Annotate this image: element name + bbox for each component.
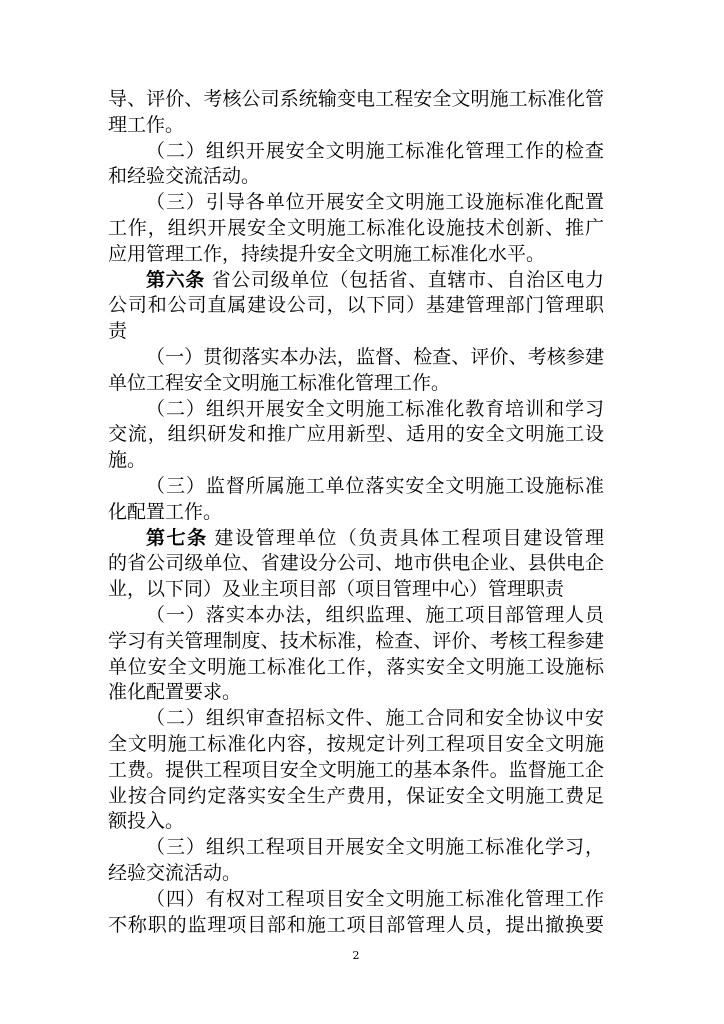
paragraph <box>108 139 604 191</box>
text-line: 和经验交流活动。 <box>108 165 261 188</box>
article-heading-line <box>108 526 604 552</box>
text-line: 工作，组织开展安全文明施工标准化设施技术创新、推广 <box>108 216 604 239</box>
paragraph <box>108 190 604 267</box>
article-number: 第六条 <box>146 268 205 291</box>
text-line: 额投入。 <box>108 810 185 833</box>
paragraph-continued <box>108 87 604 139</box>
paragraph <box>108 474 604 526</box>
text-line: 化配置工作。 <box>108 500 223 523</box>
text-line: 单位工程安全文明施工标准化管理工作。 <box>108 371 451 394</box>
paragraph <box>108 603 604 706</box>
text-line: 导、评价、考核公司系统输变电工程安全文明施工标准化管 <box>108 88 604 110</box>
text-line: （三）组织工程项目开展安全文明施工标准化学习， <box>146 836 604 859</box>
paragraph <box>108 835 604 887</box>
text-line: 责 <box>108 320 128 343</box>
text-line: （二）组织审查招标文件、施工合同和安全协议中安 <box>146 707 604 730</box>
text-line: （四）有权对工程项目安全文明施工标准化管理工作 <box>146 887 604 910</box>
text-line: 应用管理工作，持续提升安全文明施工标准化水平。 <box>108 242 546 265</box>
text-line: 准化配置要求。 <box>108 681 242 704</box>
article-number: 第七条 <box>146 526 208 549</box>
text-line: （一）落实本办法，组织监理、施工项目部管理人员 <box>146 603 604 626</box>
text-line: （二）组织开展安全文明施工标准化管理工作的检查 <box>146 139 604 162</box>
text-line: （三）引导各单位开展安全文明施工设施标准化配置 <box>146 191 604 214</box>
text-line: 经验交流活动。 <box>108 861 242 884</box>
text-line: 公司和公司直属建设公司，以下同）基建管理部门管理职 <box>108 294 604 317</box>
text-line: 的省公司级单位、省建设分公司、地市供电企业、县供电企 <box>108 552 604 575</box>
text-line: 全文明施工标准化内容，按规定计列工程项目安全文明施 <box>108 732 604 755</box>
text-line: 工费。提供工程项目安全文明施工的基本条件。监督施工企 <box>108 758 604 781</box>
body-text <box>108 87 604 938</box>
text-segment: 省公司级单位（包括省、直辖市、自治区电力 <box>211 268 604 291</box>
paragraph-continues <box>108 887 604 939</box>
text-line: 施。 <box>108 449 147 472</box>
page-number: 2 <box>352 949 360 962</box>
text-line: 不称职的监理项目部和施工项目部管理人员，提出撤换要 <box>108 913 604 936</box>
article-paragraph <box>108 526 604 603</box>
article-heading-line <box>108 268 604 294</box>
text-line: （一）贯彻落实本办法，监督、检查、评价、考核参建 <box>146 345 604 368</box>
paragraph <box>108 706 604 835</box>
text-line: 业，以下同）及业主项目部（项目管理中心）管理职责 <box>108 578 565 601</box>
text-segment: 建设管理单位（负责具体工程项目建设管理 <box>214 526 604 549</box>
text-line: 学习有关管理制度、技术标准，检查、评价、考核工程参建 <box>108 629 604 652</box>
text-line: 理工作。 <box>108 113 185 136</box>
paragraph <box>108 345 604 397</box>
text-line: （二）组织开展安全文明施工标准化教育培训和学习 <box>146 397 604 420</box>
article-paragraph <box>108 268 604 345</box>
text-line: 业按合同约定落实安全生产费用，保证安全文明施工费足 <box>108 784 604 807</box>
text-line: 交流，组织研发和推广应用新型、适用的安全文明施工设 <box>108 423 604 446</box>
paragraph <box>108 397 604 474</box>
text-line: （三）监督所属施工单位落实安全文明施工设施标准 <box>146 474 604 497</box>
text-line: 单位安全文明施工标准化工作，落实安全文明施工设施标 <box>108 655 604 678</box>
